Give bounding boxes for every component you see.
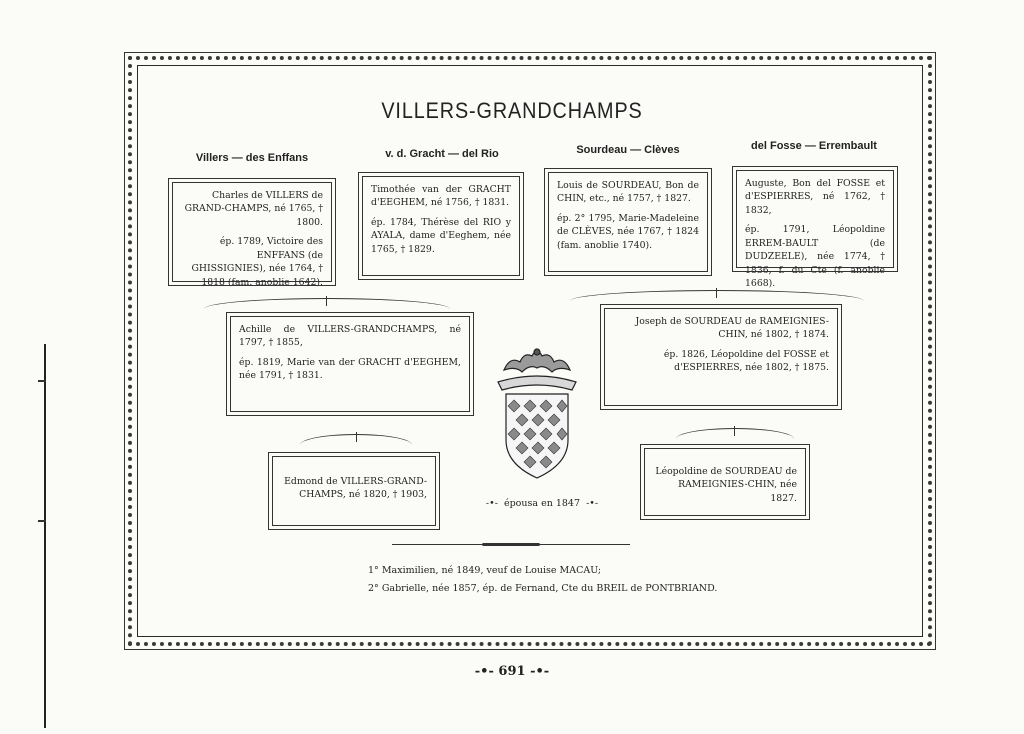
column-heading-villers: Villers — des Enffans	[195, 152, 309, 164]
leopoldine-text: Léopoldine de SOURDEAU de RAMEIGNIES-CHIN, née 1827.	[655, 466, 797, 504]
parents-joseph-box	[604, 308, 838, 406]
page-title: VILLERS-GRANDCHAMPS	[381, 98, 643, 123]
connector-tick	[734, 426, 735, 436]
scan-mark	[38, 520, 46, 522]
grandparents-gracht-line1: Timothée van der GRACHT d'EEGHEM, né 1756, † 1831.	[371, 184, 511, 209]
ornament-right: -•-	[586, 498, 599, 509]
page-number-value: 691	[498, 664, 526, 679]
parents-joseph-line1: Joseph de SOURDEAU de RAMEIGNIES-CHIN, né 1802, † 1874.	[635, 316, 829, 341]
edmond-box	[272, 456, 436, 526]
child-item: 2° Gabrielle, née 1857, ép. de Fernand, Cte du BREIL de PONTBRIAND.	[368, 583, 718, 595]
leopoldine-box	[644, 448, 806, 516]
page-number-ornament-right: -•-	[530, 664, 550, 679]
children-list	[368, 562, 717, 598]
scan-mark	[38, 380, 46, 382]
grandparents-gracht-line2: ép. 1784, Thérèse del RIO y AYALA, dame d'Eeghem, née 1765, † 1829.	[371, 216, 511, 255]
grandparents-fosse-line1: Auguste, Bon del FOSSE et d'ESPIERRES, né 1762, † 1832,	[745, 178, 885, 216]
column-heading-fosse: del Fosse — Errembault	[751, 140, 877, 152]
married-label	[462, 498, 622, 509]
edmond-text: Edmond de VILLERS-GRAND-CHAMPS, né 1820, † 1903,	[284, 476, 427, 501]
grandparents-villers-box	[172, 182, 332, 288]
coat-of-arms-icon	[488, 340, 586, 482]
connector-tick	[356, 432, 357, 442]
grandparents-fosse-box	[736, 170, 894, 290]
column-heading-sourdeau: Sourdeau — Clèves	[576, 144, 680, 156]
page-number-ornament-left: -•-	[474, 664, 494, 679]
parents-joseph-line2: ép. 1826, Léopoldine del FOSSE et d'ESPIERRES, née 1802, † 1875.	[663, 348, 829, 374]
grandparents-sourdeau-line1: Louis de SOURDEAU, Bon de CHIN, etc., né 1757, † 1827.	[557, 180, 699, 205]
parents-achille-line2: ép. 1819, Marie van der GRACHT d'EEGHEM, née 1791, † 1831.	[239, 356, 461, 382]
column-heading-gracht: v. d. Gracht — del Rio	[385, 148, 499, 160]
married-text: épousa en 1847	[503, 498, 581, 509]
connector-tick	[326, 296, 327, 306]
parents-achille-line1: Achille de VILLERS-GRANDCHAMPS, né 1797, † 1855,	[239, 324, 461, 349]
grandparents-villers-line1: Charles de VILLERS de GRAND-CHAMPS, né 1765, † 1800.	[184, 190, 323, 228]
parents-achille-box	[230, 316, 470, 412]
child-item: 1° Maximilien, né 1849, veuf de Louise MACAU;	[368, 565, 602, 576]
grandparents-sourdeau-line2: ép. 2° 1795, Marie-Madeleine de CLÈVES, née 1767, † 1824 (fam. anoblie 1740).	[557, 212, 699, 251]
ornament-left: -•-	[485, 498, 498, 509]
connector-tick	[716, 288, 717, 298]
page-number	[0, 664, 1024, 679]
grandparents-sourdeau-box	[548, 172, 708, 272]
grandparents-gracht-box	[362, 176, 520, 276]
grandparents-fosse-line2: ép. 1791, Léopoldine ERREM-BAULT (de DUDZEELE), née 1774, † 1836, f. du Cte (f. anoblie 1668).	[745, 224, 885, 290]
children-divider	[392, 544, 630, 548]
grandparents-villers-line2: ép. 1789, Victoire des ENFFANS (de GHISSIGNIES), née 1764, † 1818 (fam. anoblie 1642).	[191, 236, 323, 288]
